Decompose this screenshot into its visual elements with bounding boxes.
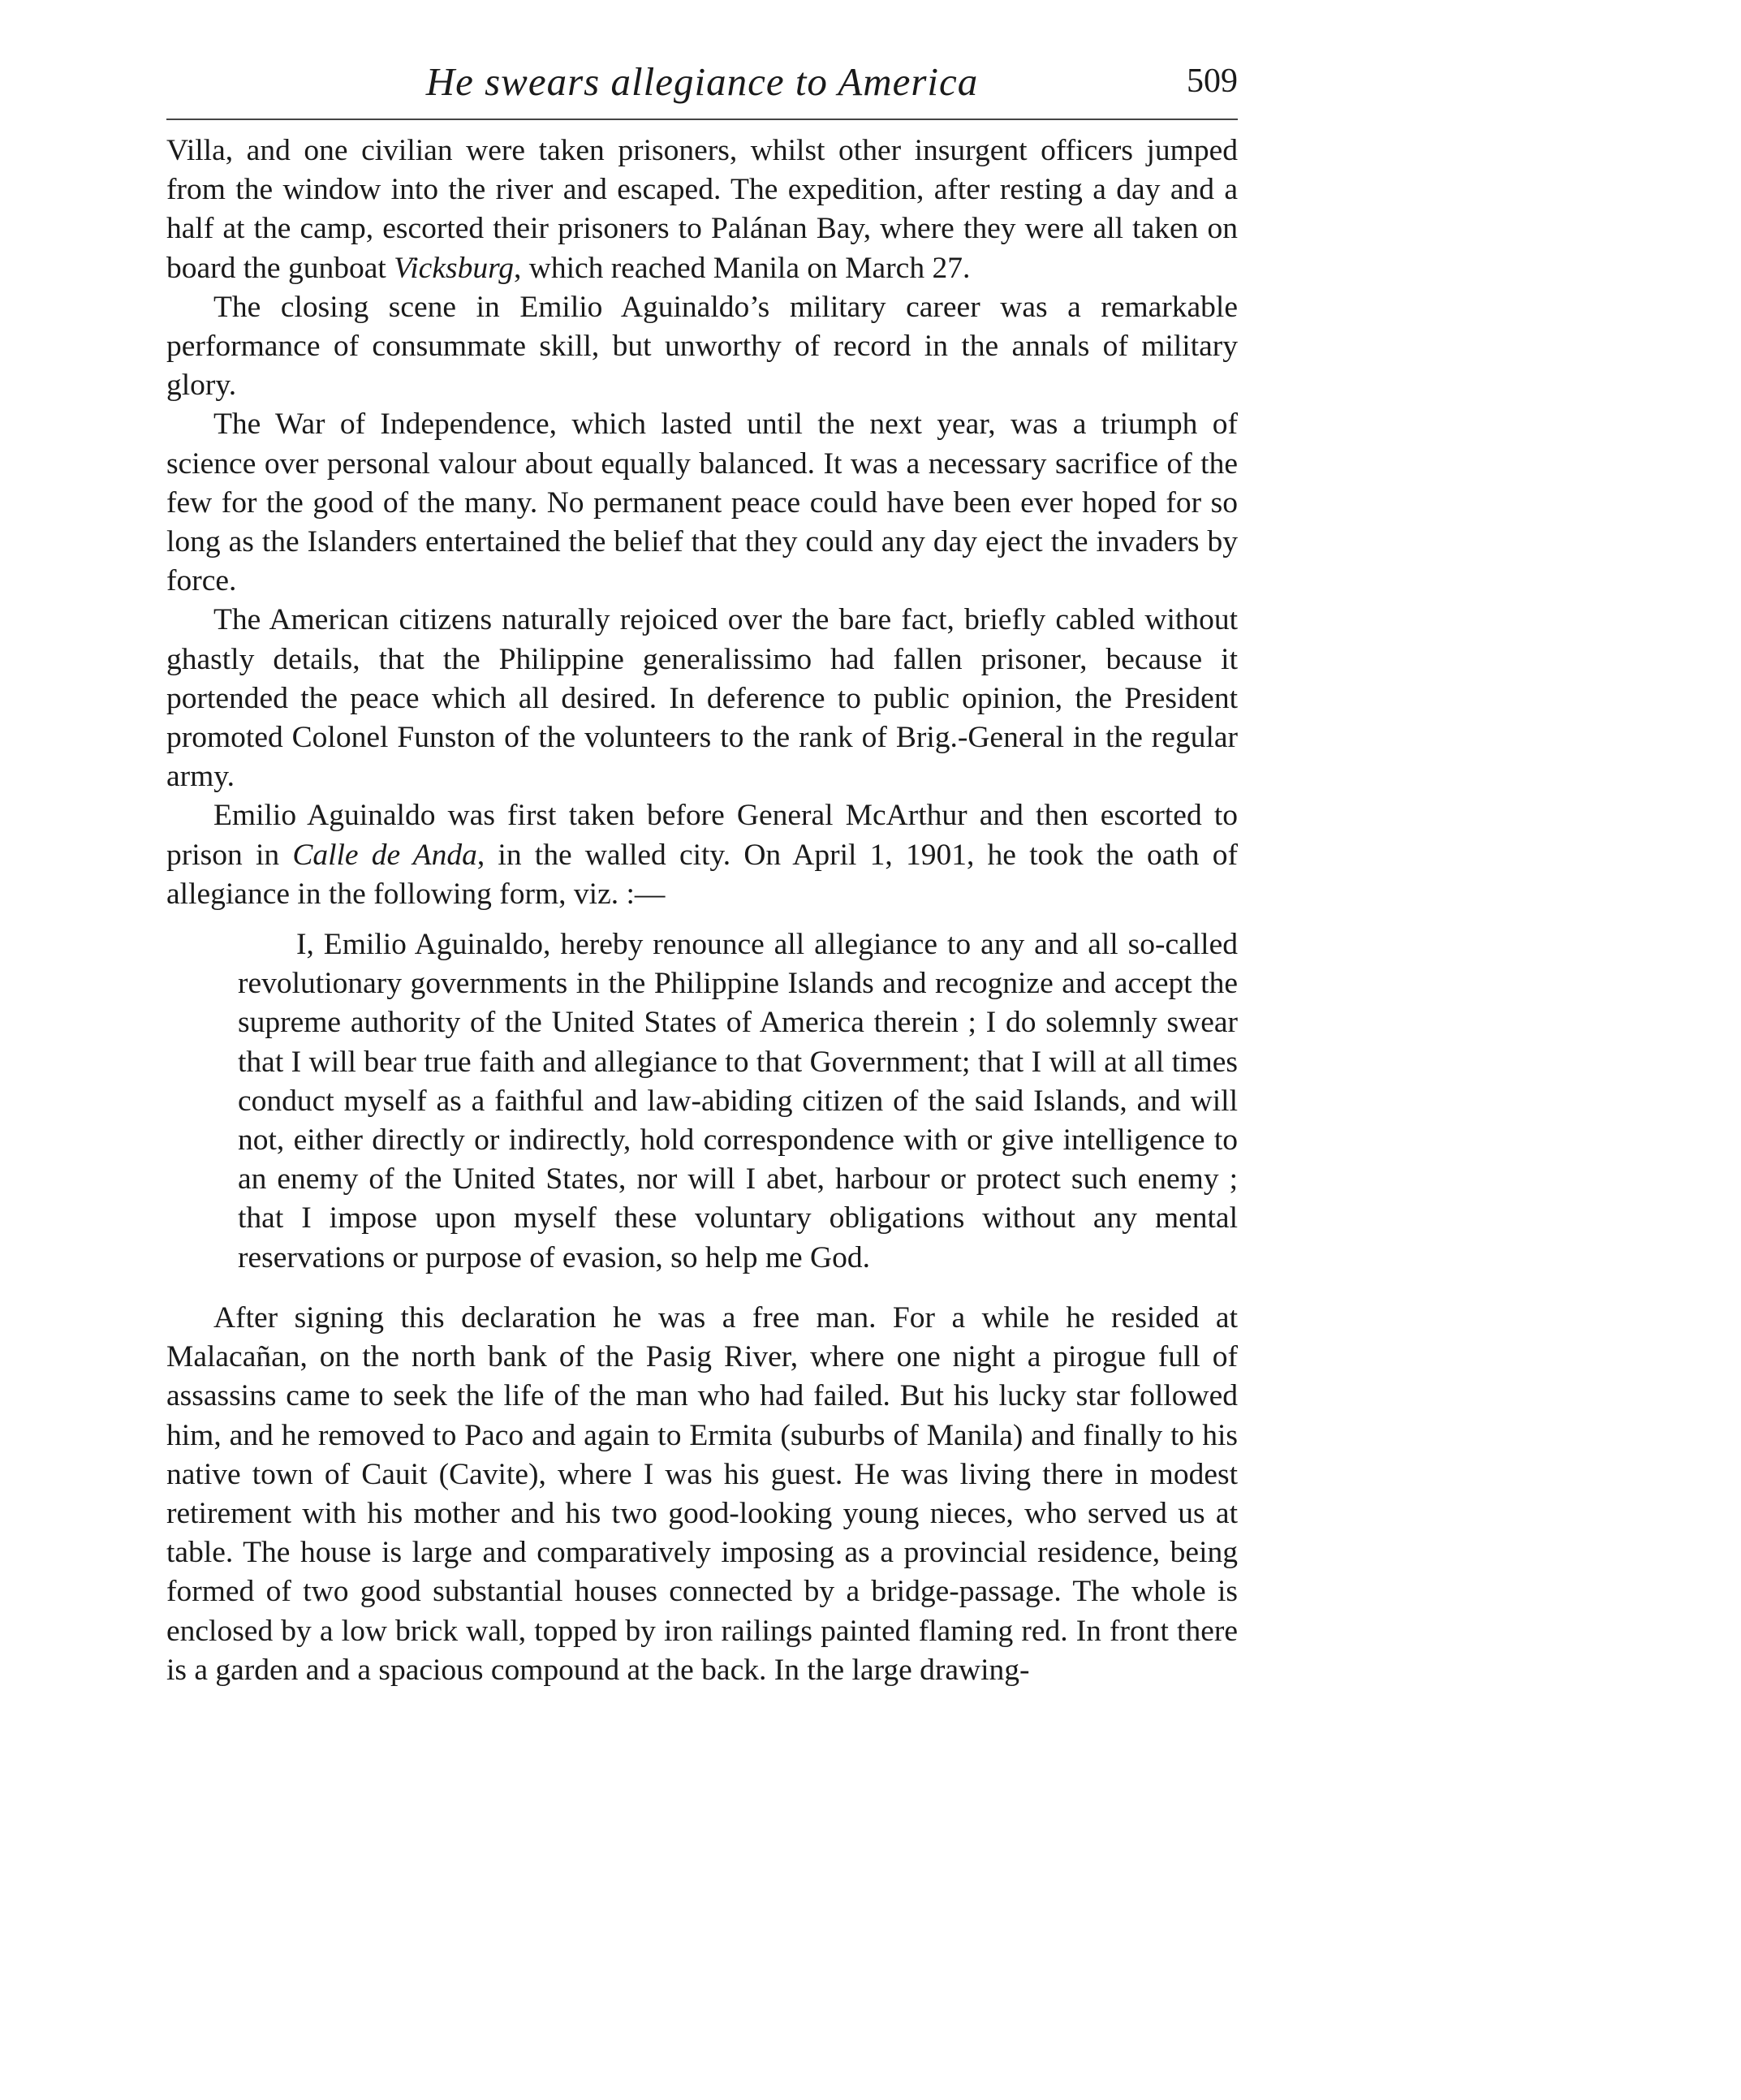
paragraph-5-text-a: Emilio Aguinaldo was first taken before General McArthur and then escorted to prison in (166, 799, 1238, 872)
body-text (166, 132, 1238, 1690)
paragraph-5 (166, 796, 1238, 914)
street-name-calle-de-anda: Calle de Anda (292, 838, 477, 872)
ship-name-vicksburg: Vicksburg (394, 251, 515, 285)
paragraph-1-text-b: , which reached Manila on March 27. (514, 251, 971, 285)
paragraph-1 (166, 132, 1238, 288)
oath-of-allegiance-quote: I, Emilio Aguinaldo, hereby renounce all allegiance to any and all so-called revolutionary governments in the Philippine Islands and recognize and accept the supreme authority of the United States of America therein ; I do solemnly swear that I will bear true faith and allegiance to that Government; that I will at all times conduct myself as a faithful and law-abiding citizen of the said Islands, and will not, either directly or indirectly, hold correspondence with or give intelligence to an enemy of the United States, nor will I abet, harbour or protect such enemy ; that I impose upon myself these voluntary obligations without any mental reservations or purpose of evasion, so help me God. (238, 928, 1238, 1274)
page-number: 509 (1187, 63, 1238, 100)
paragraph-5-text-b: , in the walled city. On April 1, 1901, he took the oath of allegiance in the following form, viz. :— (166, 838, 1238, 911)
paragraph-1-text-a: Villa, and one civilian were taken prisoners, whilst other insurgent officers jumped from the window into the river and escaped. The expedition, after resting a day and a half at the camp, escorted their prisoners to Palánan Bay, where they were all taken on board the gunboat (166, 134, 1238, 285)
paragraph-after-oath: After signing this declaration he was a free man. For a while he resided at Malacañan, on the north bank of the Pasig River, where one night a pirogue full of assassins came to seek the life of the man who had failed. But his lucky star followed him, and he removed to Paco and again to Ermita (suburbs of Manila) and finally to his native town of Cauit (Cavite), where I was his guest. He was living there in modest retirement with his mother and his two good-looking young nieces, who served us at table. The house is large and comparatively imposing as a provincial residence, being formed of two good substantial houses connected by a bridge-passage. The whole is enclosed by a low brick wall, topped by iron railings painted flaming red. In front there is a garden and a spacious compound at the back. In the large drawing- (166, 1300, 1238, 1687)
paragraph-2: The closing scene in Emilio Aguinaldo’s military career was a remarkable performance of consummate skill, but unworthy of record in the annals of military glory. (166, 290, 1238, 403)
running-head (166, 57, 1238, 120)
paragraph-3: The War of Independence, which lasted until the next year, was a triumph of science over personal valour about equally balanced. It was a necessary sacrifice of the few for the good of the many. No permanent peace could have been ever hoped for so long as the Islanders entertained the belief that they could any day eject the invaders by force. (166, 407, 1238, 598)
running-head-title: He swears allegiance to America (425, 59, 979, 104)
book-page (166, 57, 1238, 1690)
paragraph-4: The American citizens naturally rejoiced over the bare fact, briefly cabled without ghastly details, that the Philippine generalissimo had fallen prisoner, because it portended the peace which all desired. In deference to public opinion, the President promoted Colonel Funston of the volunteers to the rank of Brig.-General in the regular army. (166, 603, 1238, 794)
